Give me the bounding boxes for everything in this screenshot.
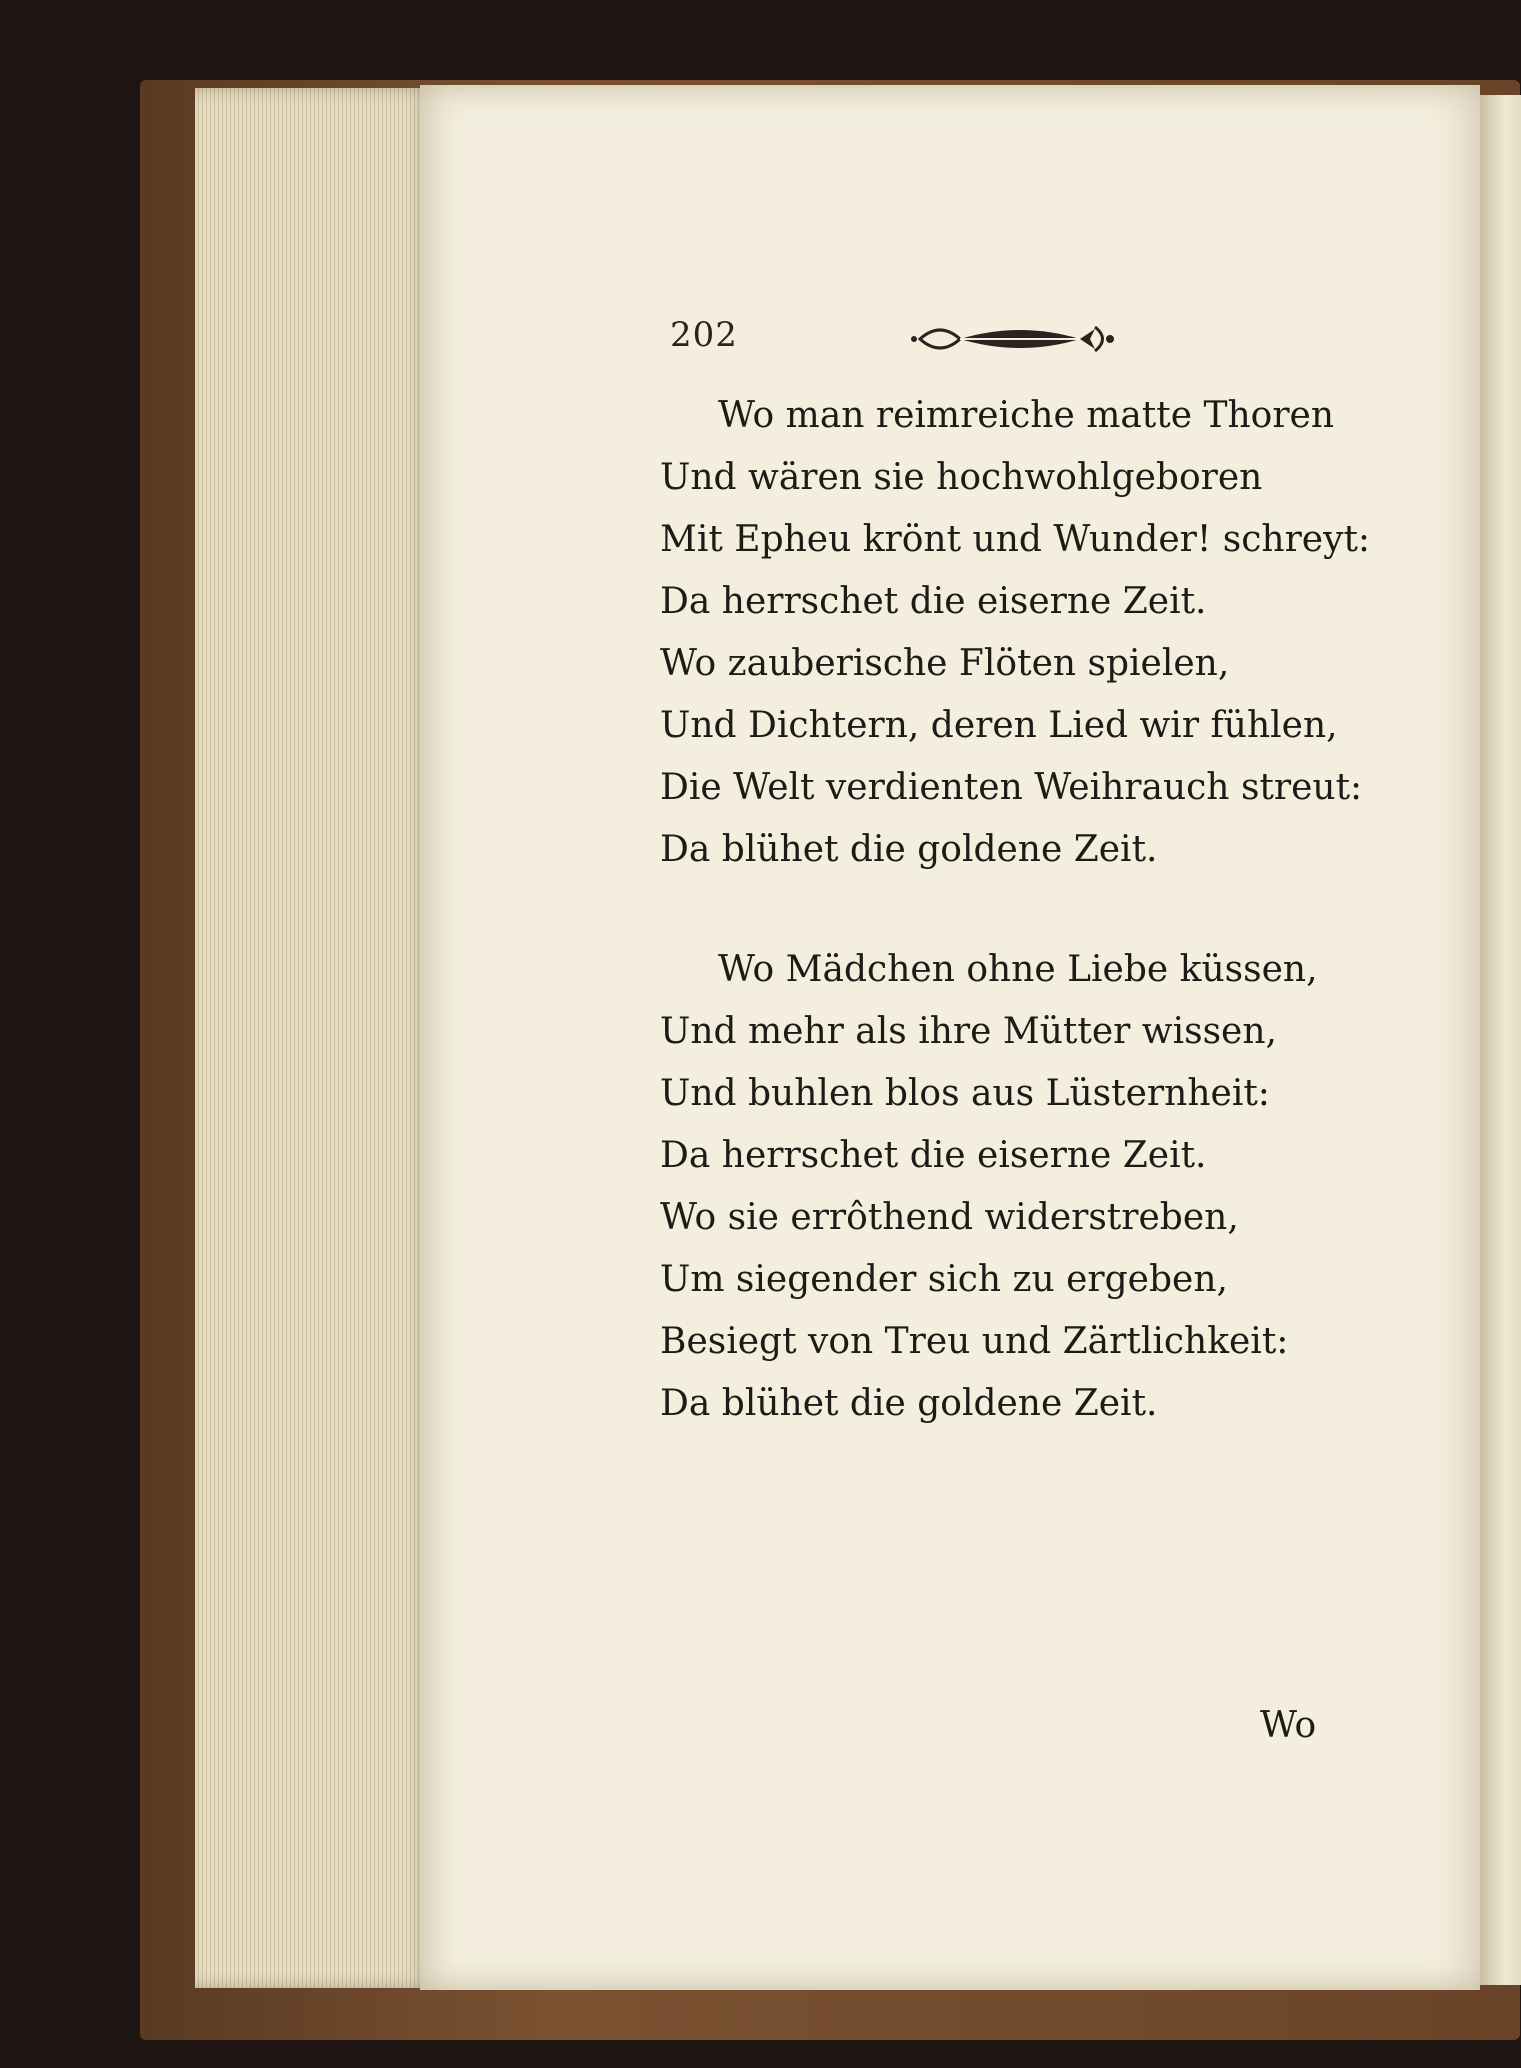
poem-line: Wo zauberische Flöten spielen, [660,643,1230,684]
stanza-2 [660,939,1420,1435]
catchword: Wo [1260,1705,1317,1746]
poem-line: Und mehr als ihre Mütter wissen, [660,1011,1277,1052]
poem-line: Mit Epheu krönt und Wunder! schreyt: [660,519,1371,560]
stanza-1 [660,385,1420,881]
poem [660,385,1420,1493]
poem-line: Wo Mädchen ohne Liebe küssen, [718,949,1318,990]
poem-line: Und buhlen blos aus Lüsternheit: [660,1073,1270,1114]
next-page-edge [1480,95,1521,1985]
poem-line: Und wären sie hochwohlgeboren [660,457,1263,498]
poem-line: Die Welt verdienten Weihrauch streut: [660,767,1363,808]
poem-line: Da herrschet die eiserne Zeit. [660,1135,1207,1176]
poem-line: Wo sie errôthend widerstreben, [660,1197,1239,1238]
page-edges [195,88,430,1988]
book-page [420,85,1480,1990]
poem-line: Da herrschet die eiserne Zeit. [660,581,1207,622]
poem-line: Und Dichtern, deren Lied wir fühlen, [660,705,1338,746]
ornament-icon [910,317,1120,361]
poem-line: Da blühet die goldene Zeit. [660,829,1158,870]
poem-line: Um siegender sich zu ergeben, [660,1259,1228,1300]
poem-line: Da blühet die goldene Zeit. [660,1383,1158,1424]
poem-line: Besiegt von Treu und Zärtlichkeit: [660,1321,1289,1362]
page-header [670,305,1170,365]
poem-line: Wo man reimreiche matte Thoren [718,395,1335,436]
page-number: 202 [670,315,738,355]
